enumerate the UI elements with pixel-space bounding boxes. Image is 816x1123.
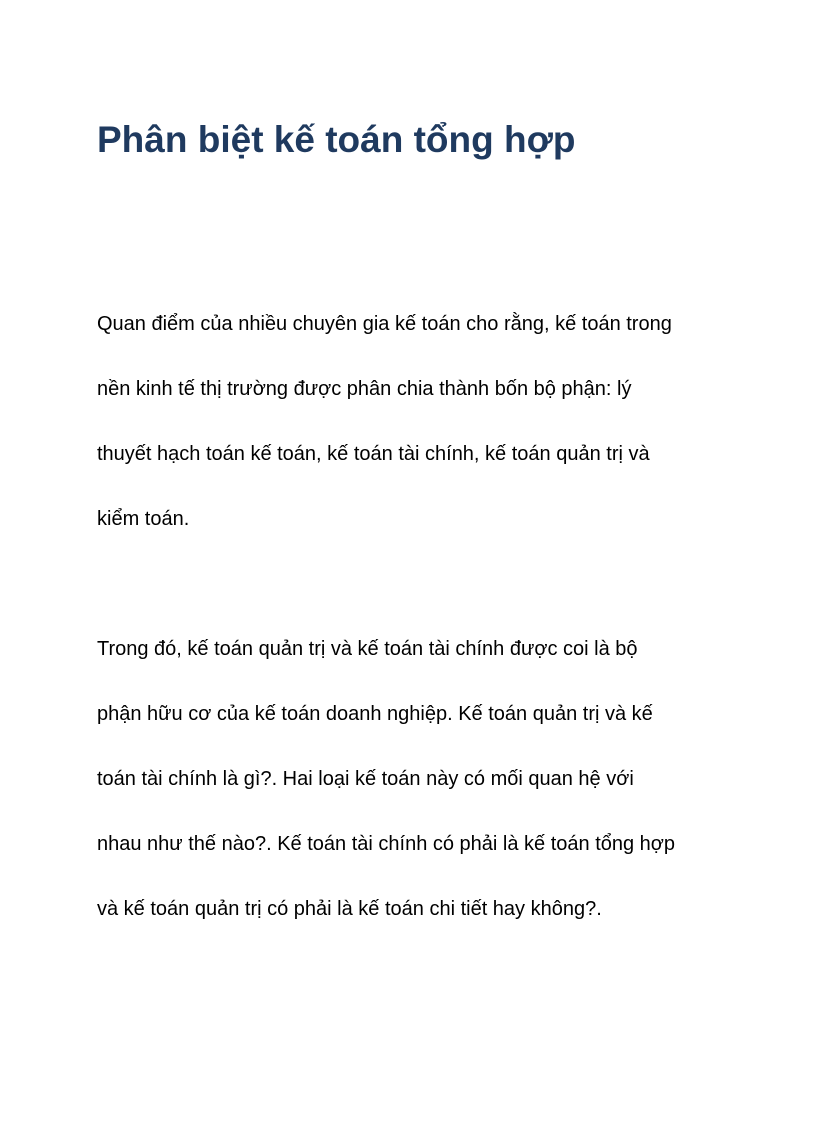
paragraph-line: và kế toán quản trị có phải là kế toán chi tiết hay không?. — [97, 898, 602, 920]
paragraph-2 — [97, 637, 675, 962]
paragraph-line: Quan điểm của nhiều chuyên gia kế toán cho rằng, kế toán trong — [97, 313, 672, 335]
paragraph-line: nhau như thế nào?. Kế toán tài chính có phải là kế toán tổng hợp — [97, 833, 676, 855]
paragraph-line: phận hữu cơ của kế toán doanh nghiệp. Kế toán quản trị và kế — [97, 703, 653, 725]
paragraph-line: toán tài chính là gì?. Hai loại kế toán này có mối quan hệ với — [97, 768, 634, 790]
paragraph-line: nền kinh tế thị trường được phân chia thành bốn bộ phận: lý — [97, 378, 632, 400]
paragraph-line: kiểm toán. — [97, 508, 190, 530]
paragraph-line: Trong đó, kế toán quản trị và kế toán tài chính được coi là bộ — [97, 638, 638, 660]
paragraph-line: thuyết hạch toán kế toán, kế toán tài chính, kế toán quản trị và — [97, 443, 650, 465]
paragraph-1 — [97, 312, 672, 572]
document-title: Phân biệt kế toán tổng hợp — [97, 119, 576, 160]
